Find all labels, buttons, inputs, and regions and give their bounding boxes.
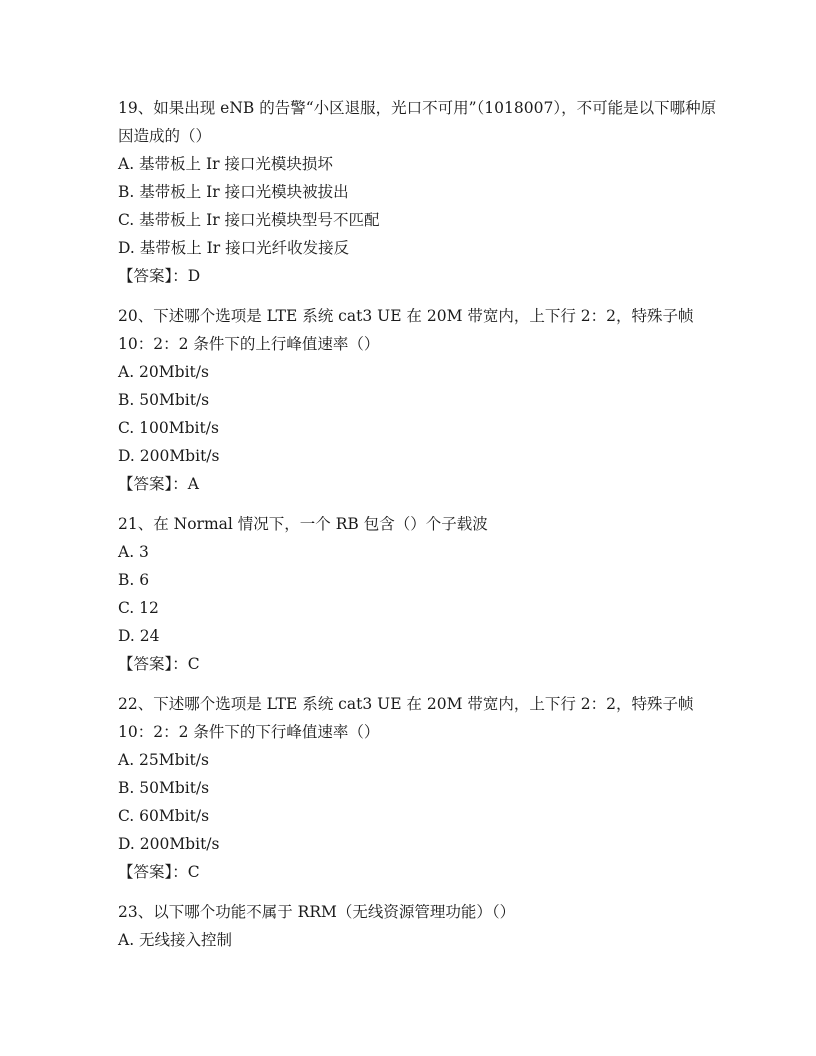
question-20: [118, 302, 718, 498]
option-c: C. 12: [118, 599, 159, 617]
option-d: D. 200Mbit/s: [118, 835, 220, 853]
question-19: [118, 94, 718, 290]
option-a: A. 20Mbit/s: [118, 363, 209, 381]
question-title: 21、在 Normal 情况下，一个 RB 包含（）个子载波: [118, 515, 488, 533]
option-d: D. 200Mbit/s: [118, 447, 220, 465]
question-title: 19、如果出现 eNB 的告警“小区退服，光口不可用”（1018007），不可能是以下哪种原因造成的（）: [118, 99, 717, 145]
question-22: [118, 690, 718, 886]
answer-line: 【答案】：C: [118, 655, 200, 673]
question-21: [118, 510, 718, 678]
option-a: A. 25Mbit/s: [118, 751, 209, 769]
option-b: B. 6: [118, 571, 150, 589]
option-a: A. 无线接入控制: [118, 931, 233, 949]
option-c: C. 基带板上 Ir 接口光模块型号不匹配: [118, 211, 380, 229]
option-b: B. 50Mbit/s: [118, 779, 210, 797]
option-a: A. 3: [118, 543, 149, 561]
option-c: C. 100Mbit/s: [118, 419, 219, 437]
question-title: 22、下述哪个选项是 LTE 系统 cat3 UE 在 20M 带宽内，上下行 2：2，特殊子帧 10：2：2 条件下的下行峰值速率（）: [118, 695, 694, 741]
answer-line: 【答案】：D: [118, 267, 201, 285]
option-a: A. 基带板上 Ir 接口光模块损坏: [118, 155, 333, 173]
answer-line: 【答案】：A: [118, 475, 199, 493]
answer-line: 【答案】：C: [118, 863, 200, 881]
question-list: [118, 94, 718, 966]
option-d: D. 基带板上 Ir 接口光纤收发接反: [118, 239, 350, 257]
question-title: 20、下述哪个选项是 LTE 系统 cat3 UE 在 20M 带宽内，上下行 2：2，特殊子帧 10：2：2 条件下的上行峰值速率（）: [118, 307, 694, 353]
option-b: B. 基带板上 Ir 接口光模块被拔出: [118, 183, 349, 201]
option-c: C. 60Mbit/s: [118, 807, 210, 825]
option-d: D. 24: [118, 627, 160, 645]
option-b: B. 50Mbit/s: [118, 391, 210, 409]
question-title: 23、以下哪个功能不属于 RRM（无线资源管理功能）（）: [118, 903, 516, 921]
question-23: [118, 898, 718, 954]
